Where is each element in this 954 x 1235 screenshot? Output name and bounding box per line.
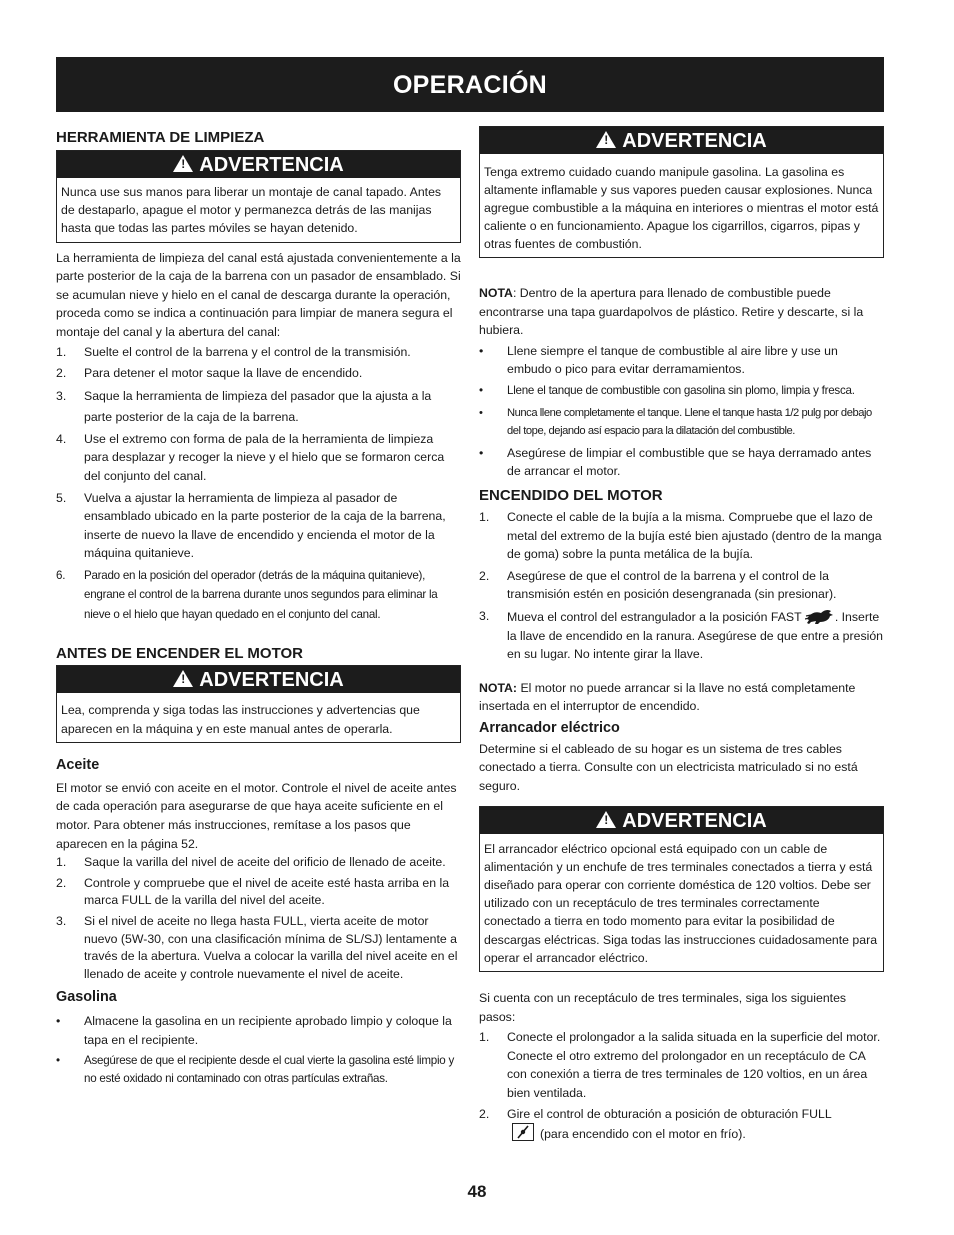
warning-title: ADVERTENCIA	[199, 154, 344, 176]
warning-box-gasolina	[479, 126, 884, 258]
list-item: 6. Parado en la posición del operador (detrás de la máquina quitanieve), engrane el control de la barrena durante unos segundos para eliminar la nieve o el hielo que hayan quedado en el conjunto del canal.	[56, 568, 438, 621]
heading-gasolina: Gasolina	[56, 989, 117, 1006]
paragraph-arrancador: Determine si el cableado de su hogar es un sistema de tres cables conectado a tierra. Consulte con un electricista matriculado si no está seguro.	[479, 741, 858, 794]
warning-title: ADVERTENCIA	[622, 130, 767, 152]
note-text: El motor no puede arrancar si la llave no está completamente insertada en el interruptor de encendido.	[479, 680, 856, 714]
list-item: • Nunca llene completamente el tanque. Llene el tanque hasta 1/2 pulg por debajo del tope, dejando así espacio para la dilatación del combustible.	[479, 406, 872, 438]
page-banner: OPERACIÓN	[56, 57, 884, 112]
list-item: 1. Conecte el cable de la bujía a la misma. Compruebe que el lazo de metal del extremo de la bujía esté bien ajustado (dentro de la manga de goma) sobre la punta metálica de la bujía.	[479, 509, 882, 562]
note-llave	[479, 679, 884, 716]
paragraph-receptaculo: Si cuenta con un receptáculo de tres terminales, siga los siguientes pasos:	[479, 991, 847, 1024]
list-item: • Llene siempre el tanque de combustible al aire libre y use un embudo o pico para evitar derramamientos.	[479, 343, 838, 377]
warning-triangle-icon	[596, 131, 616, 148]
note-label: NOTA	[479, 286, 513, 300]
heading-herramienta-limpieza: HERRAMIENTA DE LIMPIEZA	[56, 129, 265, 146]
list-item: • Asegúrese de que el recipiente desde el cual vierte la gasolina esté limpio y no esté oxidado ni contaminado con otras partículas extrañas.	[56, 1053, 455, 1086]
paragraph-limpieza: La herramienta de limpieza del canal está ajustada convenientemente a la parte posterior de la caja de la barrena con un pasador de ensamblado. Si se acumulan nieve y hielo en el canal de descarga durante la operación, proceda como se indica a continuación para limpiar de manera segura el montaje del canal y la abertura del canal:	[56, 250, 461, 339]
list-item: 5. Vuelva a ajustar la herramienta de limpieza al pasador de ensamblado ubicado en la parte posterior de la caja de la barrena, inserte de nuevo la llave de encendido y encienda el motor de la máquina quitanieve.	[56, 490, 446, 561]
warning-body: Nunca use sus manos para liberar un montaje de canal tapado. Antes de destaparlo, apague el motor y permanezca detrás de las manijas hasta que todas las partes móviles se hayan detenido.	[61, 185, 442, 236]
warning-header	[480, 807, 883, 834]
warning-body: El arrancador eléctrico opcional está equipado con un cable de alimentación y un enchufe de tres terminales conectados a tierra y está diseñado para operar con corriente doméstica de 120 voltios. Debe ser utilizado con un receptáculo de tres terminales correctamente conectado a tierra en todo momento para evitar la posibilidad de descargas eléctricas. Siga todas las instrucciones cuidadosamente para operar el arrancador eléctrico.	[484, 841, 878, 965]
list-aceite-steps	[56, 854, 461, 983]
rabbit-fast-icon	[805, 607, 835, 625]
list-item: 1. Conecte el prolongador a la salida situada en la superficie del motor. Conecte el otro extremo del prolongador en un receptáculo de CA con conexión a tierra de tres terminales de 120 voltios, en un área bien ventilada.	[479, 1030, 881, 1101]
list-item: 4. Use el extremo con forma de pala de la herramienta de limpieza para desplazar y recoger la nieve y el hielo que se formaron cerca del conjunto del canal.	[56, 431, 445, 483]
list-item: • Almacene la gasolina en un recipiente aprobado limpio y coloque la tapa en el recipiente.	[56, 1014, 452, 1047]
list-combustible	[479, 342, 884, 481]
warning-triangle-icon	[173, 670, 193, 687]
list-item: 1. Suelte el control de la barrena y el control de la transmisión.	[56, 344, 411, 359]
warning-title: ADVERTENCIA	[622, 809, 767, 832]
list-item: 1. Saque la varilla del nivel de aceite del orificio de llenado de aceite.	[56, 855, 446, 870]
heading-arrancador: Arrancador eléctrico	[479, 719, 620, 736]
warning-box-antes	[56, 665, 461, 742]
list-encendido	[479, 508, 884, 664]
list-item: • Asegúrese de limpiar el combustible que se haya derramado antes de arrancar el motor.	[479, 445, 872, 479]
choke-full-icon	[512, 1123, 534, 1141]
warning-header	[57, 666, 460, 693]
note-label: NOTA:	[479, 680, 518, 695]
list-item: • Llene el tanque de combustible con gasolina sin plomo, limpia y fresca.	[479, 383, 855, 397]
list-limpieza-steps	[56, 343, 461, 625]
warning-body: Lea, comprenda y siga todas las instrucciones y advertencias que aparecen en la máquina y en este manual antes de operarla.	[61, 703, 420, 736]
list-item: 3. Saque la herramienta de limpieza del pasador que la ajusta a la parte posterior de la caja de la barrena.	[56, 388, 432, 424]
warning-triangle-icon	[173, 155, 193, 172]
warning-body: Tenga extremo cuidado cuando manipule gasolina. La gasolina es altamente inflamable y sus vapores pueden causar explosiones. Nunca agregue combustible a la máquina en interiores o mientras el motor está caliente o en funcionamiento. Apague los cigarrillos, cigarros, pipas y otras fuentes de combustión.	[484, 165, 879, 251]
warning-header	[480, 127, 883, 154]
left-column	[56, 128, 461, 1089]
warning-triangle-icon	[596, 811, 616, 828]
warning-title: ADVERTENCIA	[199, 669, 344, 692]
list-item: 3. Mueva el control del estrangulador a la posición FAST . Inserte la llave de encendido en la ranura. Asegúrese de que entre a presión en su lugar. No intente girar la llave.	[479, 608, 884, 662]
list-item: 2. Controle y compruebe que el nivel de aceite esté hasta arriba en la marca FULL de la varilla del nivel del aceite.	[56, 875, 450, 908]
page-number: 48	[467, 1182, 487, 1201]
right-column	[479, 126, 884, 1144]
heading-antes-encender: ANTES DE ENCENDER EL MOTOR	[56, 645, 303, 663]
list-item: 2. Asegúrese de que el control de la barrena y el control de la transmisión estén en posición desengranada (sin presionar).	[479, 568, 837, 602]
list-gasolina	[56, 1012, 461, 1088]
note-text: : Dentro de la apertura para llenado de combustible puede encontrarse una tapa guardapolvos de plástico. Retire y descarte, si la hubiera.	[479, 286, 864, 338]
paragraph-aceite: El motor se envió con aceite en el motor. Controle el nivel de aceite antes de cada operación para asegurarse de que haya aceite suficiente en el motor. Para obtener más instrucciones, remítase a los pasos que aparecen en la página 52.	[56, 780, 457, 851]
list-arrancador	[479, 1028, 884, 1144]
list-item: 2. Para detener el motor saque la llave de encendido.	[56, 366, 363, 381]
warning-header	[57, 151, 460, 178]
list-item: 3. Si el nivel de aceite no llega hasta FULL, vierta aceite de motor nuevo (5W-30, con una clasificación mínima de SL/SJ) lentamente a través de la abertura. Vuelva a colocar la varilla del nivel aceite en el llenado de aceite y controle nuevamente el nivel de aceite.	[56, 913, 458, 981]
note-tapa	[479, 284, 884, 340]
warning-box-limpieza	[56, 150, 461, 243]
heading-encendido: ENCENDIDO DEL MOTOR	[479, 486, 663, 504]
heading-aceite: Aceite	[56, 756, 100, 773]
warning-box-arrancador	[479, 806, 884, 972]
list-item: 2. Gire el control de obturación a posición de obturación FULL (para encendido con el motor en frío).	[479, 1106, 832, 1142]
